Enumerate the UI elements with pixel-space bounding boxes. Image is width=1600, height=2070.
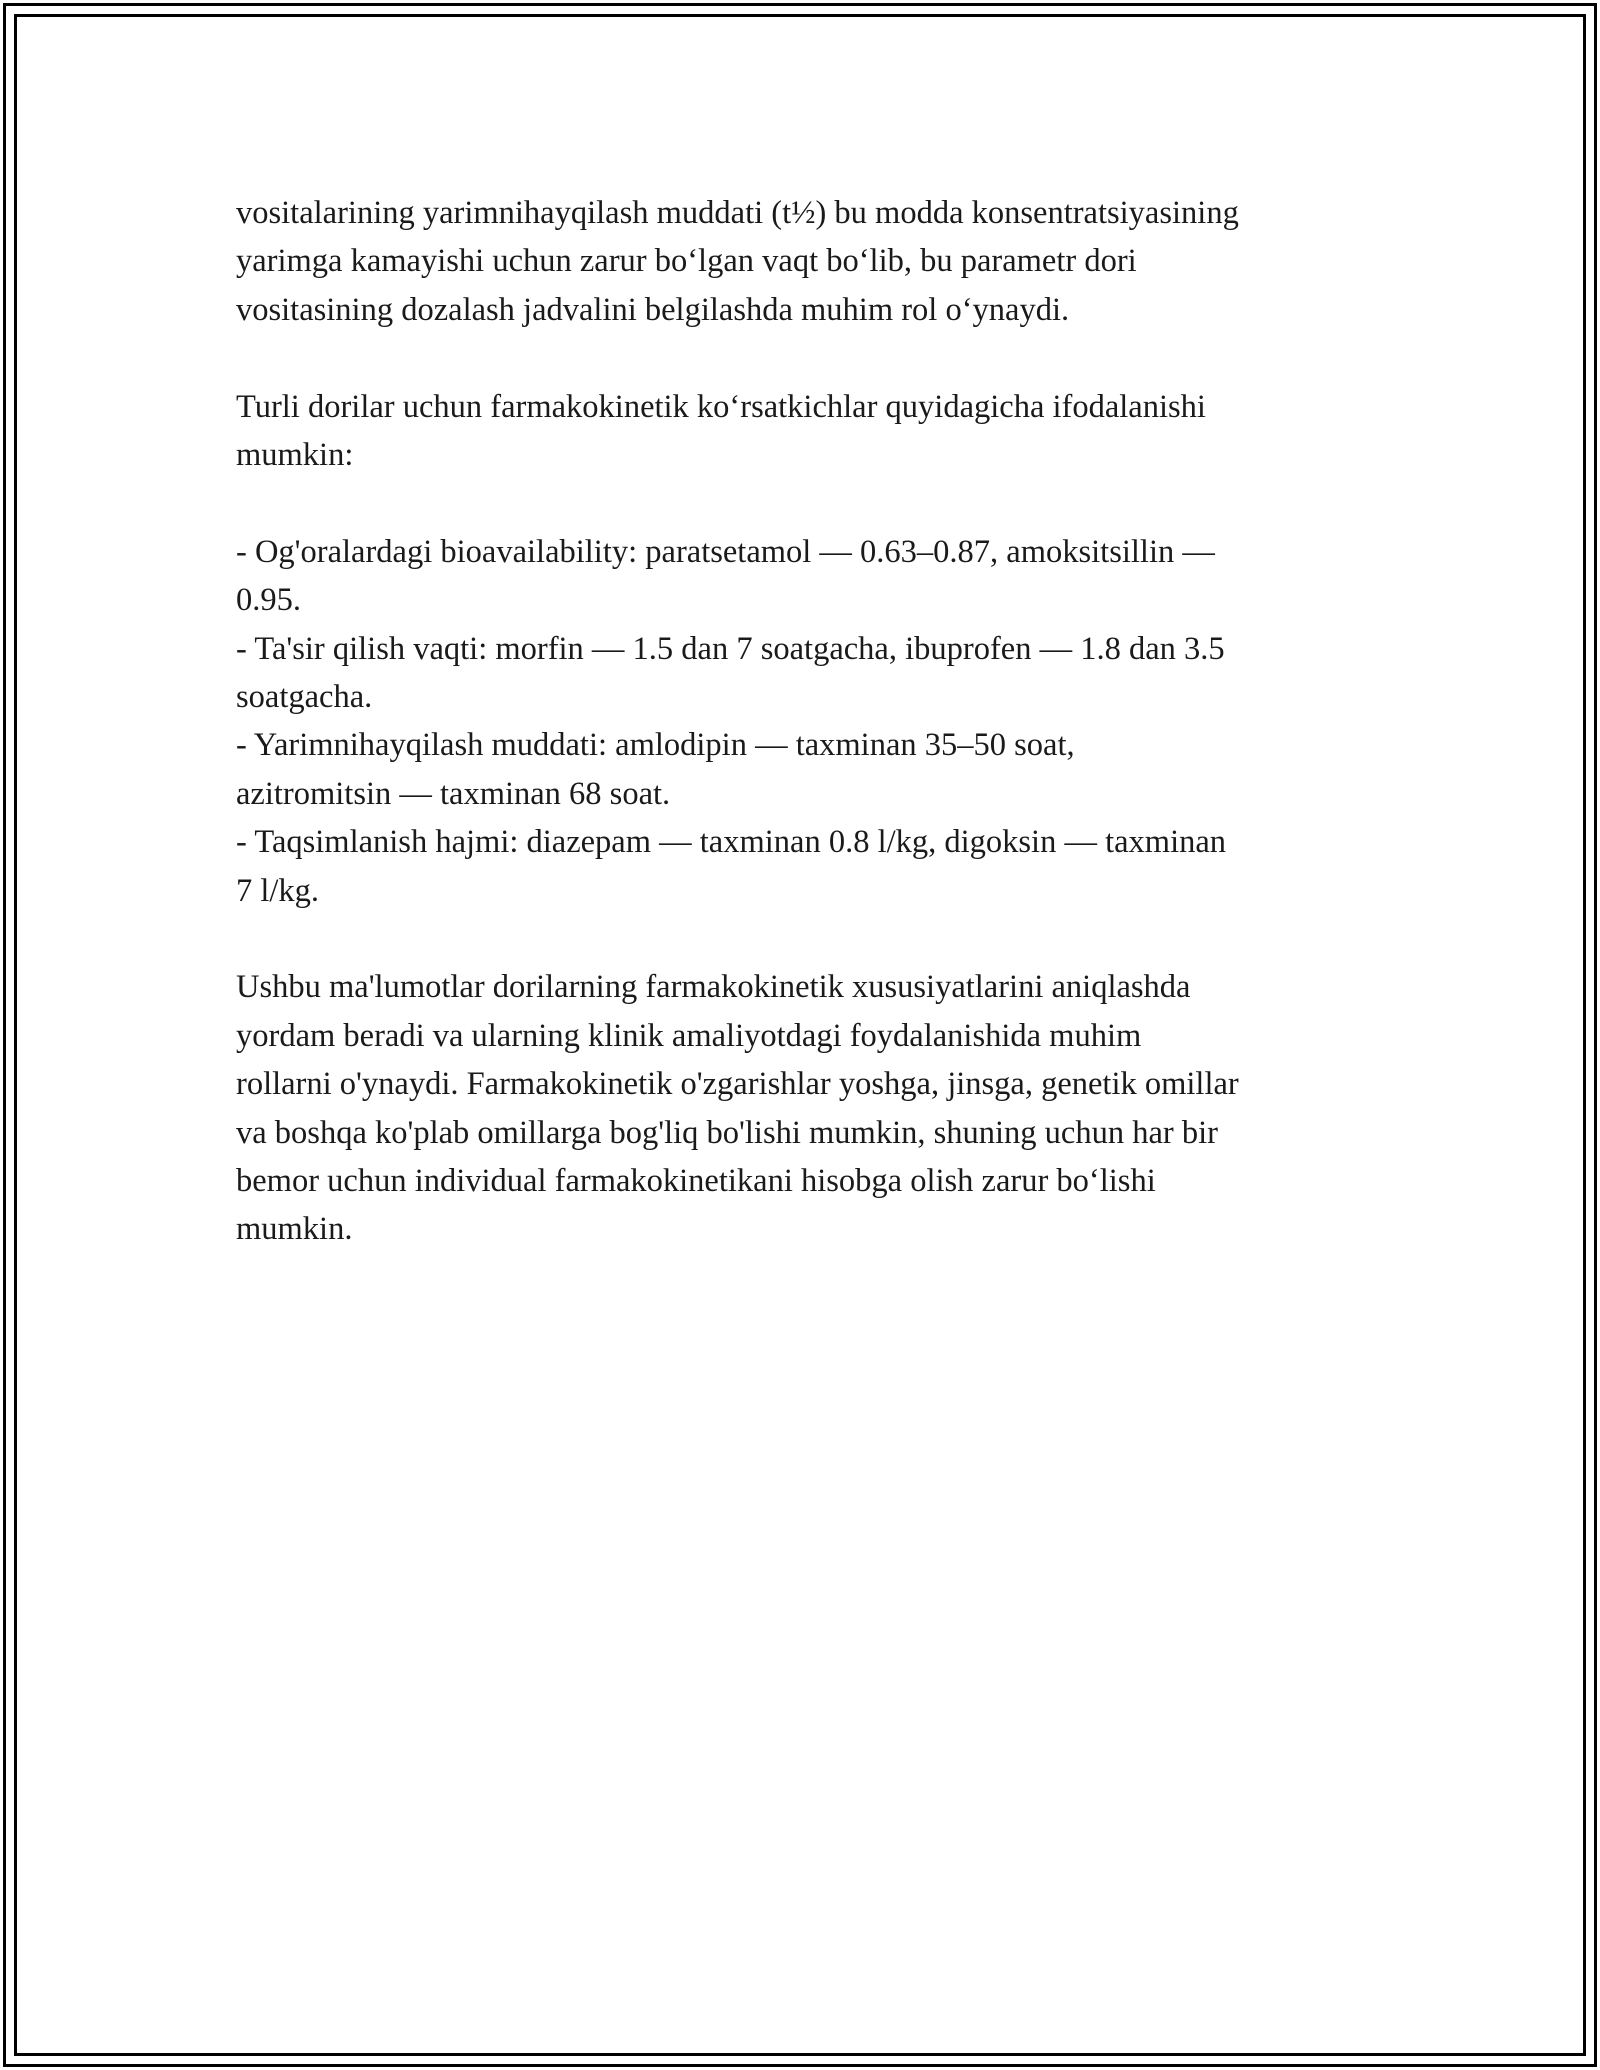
paragraph-intro-list [236,383,1376,480]
paragraph-half-life [236,189,1376,334]
text-line: va boshqa ko'plab omillarga bog'liq bo'lishi mumkin, shuning uchun har bir [236,1114,1218,1151]
text-line: Ushbu ma'lumotlar dorilarning farmakokinetik xususiyatlarini aniqlashda [236,969,1191,1006]
text-line: bemor uchun individual farmakokinetikani hisobga olish zarur bo‘lishi [236,1163,1156,1200]
text-line: - Taqsimlanish hajmi: diazepam — taxminan 0.8 l/kg, digoksin — taxminan [236,824,1227,861]
text-line: mumkin: [236,437,354,474]
text-line: soatgacha. [236,679,373,716]
text-line: yordam beradi va ularning klinik amaliyotdagi foydalanishida muhim [236,1017,1142,1054]
list-item-bioavailability [236,528,1376,625]
text-line: 0.95. [236,582,301,619]
text-line: 7 l/kg. [236,872,320,909]
paragraph-spacer [236,479,1376,527]
text-line: mumkin. [236,1211,353,1248]
text-line: yarimga kamayishi uchun zarur bo‘lgan vaqt bo‘lib, bu parametr dori [236,243,1137,280]
list-item-onset-time [236,625,1376,722]
text-line: vositalarining yarimnihayqilash muddati (t½) bu modda konsentratsiyasining [236,195,1239,231]
text-line: - Yarimnihayqilash muddati: amlodipin — taxminan 35–50 soat, [236,727,1075,764]
text-line: Turli dorilar uchun farmakokinetik ko‘rsatkichlar quyidagicha ifodalanishi [236,388,1206,425]
paragraph-spacer [236,915,1376,963]
list-item-half-life [236,721,1376,818]
pharmacokinetic-list [236,528,1376,915]
list-item-volume-of-distribution [236,818,1376,915]
text-line: azitromitsin — taxminan 68 soat. [236,775,671,812]
document-body [236,189,1376,1254]
text-line: - Ta'sir qilish vaqti: morfin — 1.5 dan 7 soatgacha, ibuprofen — 1.8 dan 3.5 [236,630,1225,667]
paragraph-conclusion [236,963,1376,1253]
text-line: vositasining dozalash jadvalini belgilashda muhim rol o‘ynaydi. [236,291,1070,328]
text-line: - Og'oralardagi bioavailability: paratsetamol — 0.63–0.87, amoksitsillin — [236,533,1215,570]
text-line: rollarni o'ynaydi. Farmakokinetik o'zgarishlar yoshga, jinsga, genetik omillar [236,1066,1239,1103]
paragraph-spacer [236,334,1376,382]
